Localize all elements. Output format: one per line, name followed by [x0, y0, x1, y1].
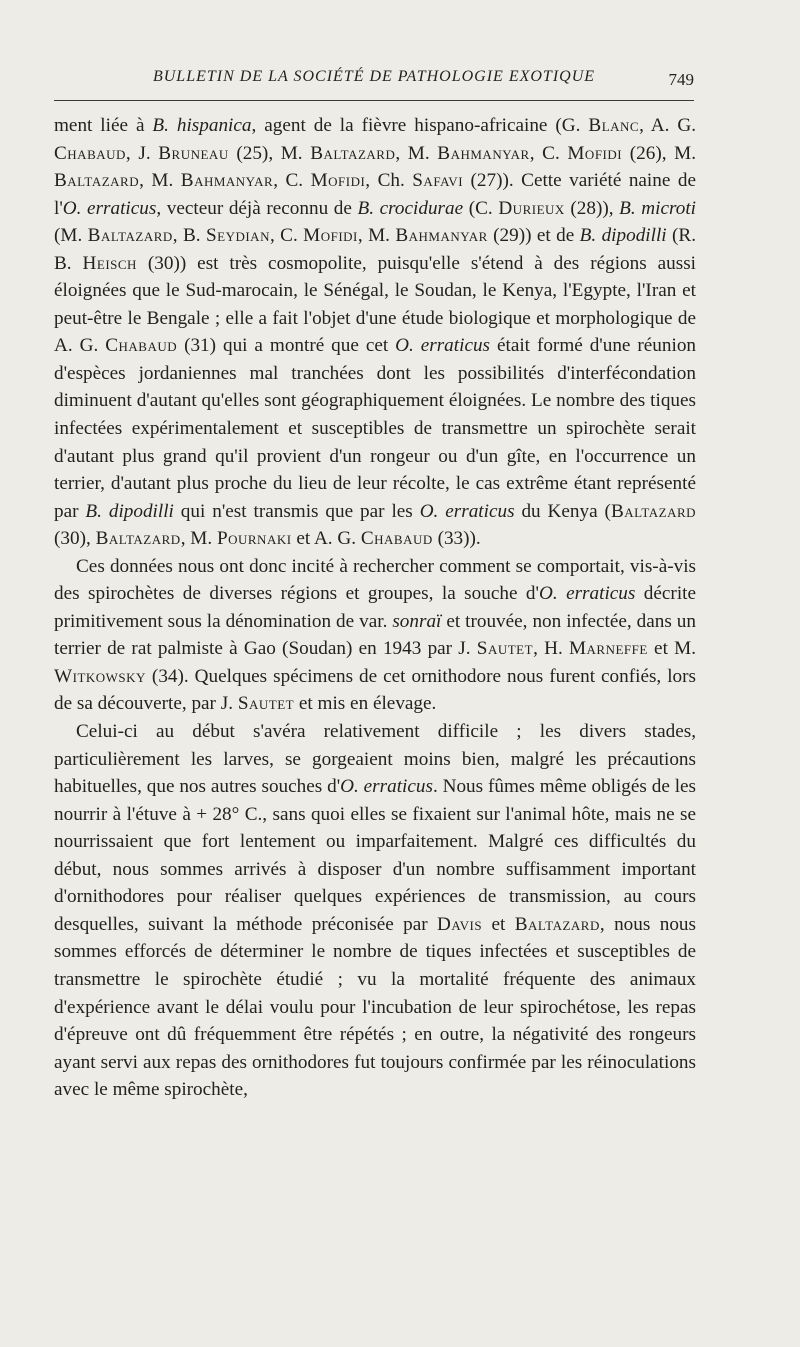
paragraph: [54, 553, 696, 718]
species-name: B. microti: [619, 197, 697, 219]
text-run: (C.: [463, 197, 499, 219]
text-run: (28)),: [564, 197, 620, 219]
text-run: , B.: [172, 225, 206, 247]
species-name: O. erraticus: [395, 335, 491, 357]
text-run: , C.: [269, 225, 304, 247]
header-rule: [54, 100, 694, 101]
text-run: , M.: [395, 142, 438, 164]
species-name: B. dipodilli: [579, 225, 667, 247]
author-name: Sautet: [476, 638, 534, 660]
text-run: et mis en élevage.: [294, 693, 437, 715]
text-run: et A. G.: [291, 528, 361, 550]
text-run: , nous nous sommes efforcés de déterminer le nombre de tiques infectées et susceptibles de transmettre le spirochète étudié ; vu la mortalité fréquente des animaux d'expérience avant le délai voulu pour l'incubation de leur spirochétose, les repas d'épreuve ont dû fréquemment être répétés ; en outre, la négativité des rongeurs ayant servi aux repas des ornithodores fut toujours confirmée par les réinoculations avec le même spirochète,: [54, 913, 696, 1101]
text-run: ment liée à: [54, 115, 153, 136]
text-run: , C.: [529, 142, 568, 164]
text-run: du Kenya (: [514, 500, 611, 522]
text-run: (31) qui a montré que cet: [177, 335, 396, 357]
author-name: Mofidi: [303, 225, 358, 247]
body-text: [54, 112, 696, 1104]
author-name: Chabaud: [105, 335, 178, 357]
text-run: (M.: [54, 225, 88, 247]
author-name: Baltazard: [310, 142, 396, 164]
author-name: Baltazard: [95, 528, 181, 550]
text-run: , M.: [180, 528, 217, 550]
author-name: Baltazard: [87, 225, 173, 247]
text-run: et M.: [647, 638, 696, 660]
text-run: (29)) et de: [487, 225, 580, 247]
text-run: et: [482, 913, 515, 935]
text-run: Ces données nous ont donc incité à rechercher comment se comportait, vis-à-vis des spirochètes de diverses régions et groupes, la souche d': [54, 555, 696, 605]
author-name: Mofidi: [567, 142, 623, 164]
text-run: qui n'est transmis que par les: [173, 500, 420, 522]
author-name: Bahmanyar: [395, 225, 488, 247]
author-name: Durieux: [498, 197, 565, 219]
author-name: Chabaud: [360, 528, 433, 550]
text-run: , J.: [125, 142, 159, 164]
running-title: BULLETIN DE LA SOCIÉTÉ DE PATHOLOGIE EXOTIQUE: [152, 68, 596, 85]
species-name: B. dipodilli: [85, 500, 174, 522]
author-name: Bahmanyar: [180, 170, 274, 192]
text-run: (R. B.: [54, 225, 697, 274]
species-name: O. erraticus: [340, 776, 433, 798]
text-run: (30),: [54, 528, 96, 550]
text-run: (30)) est très cosmopolite, puisqu'elle s'étend à des régions aussi éloignées que le Sud-marocain, le Sénégal, le Soudan, le Kenya, l'Egypte, l'Iran et peut-être le Bengale ; elle a fait l'objet d'une étude biologique et morphologique de A. G.: [54, 252, 696, 357]
author-name: Baltazard: [514, 913, 600, 935]
text-run: . Nous fûmes même obligés de les nourrir à l'étuve à + 28° C., sans quoi elles se fixaient sur l'animal hôte, mais ne se nourrissaient que fort lentement ou imparfaitement. Malgré ces difficultés du début, nous sommes arrivés à disposer d'un nombre suffisamment important d'ornithodores pour réaliser quelques expériences de transmission, au cours desquelles, suivant la méthode préconisée par: [54, 776, 697, 935]
author-name: Davis: [437, 913, 483, 935]
author-name: Chabaud: [54, 142, 126, 164]
text-run: (25), M.: [228, 142, 311, 164]
text-run: (26), M.: [622, 142, 696, 164]
author-name: Baltazard: [54, 170, 140, 192]
text-run: Celui-ci au début s'avéra relativement difficile ; les divers stades, particulièrement les larves, se gorgeaient moins bien, malgré les précautions habituelles, que nos autres souches d': [54, 721, 696, 798]
author-name: Bruneau: [158, 142, 229, 164]
author-name: Seydian: [205, 225, 270, 247]
text-run: , A. G.: [639, 115, 697, 136]
species-name: O. erraticus: [419, 500, 515, 522]
text-run: , vecteur déjà reconnu de: [156, 197, 358, 219]
author-name: Pournaki: [216, 528, 292, 550]
author-name: Blanc: [588, 115, 640, 136]
author-name: Heisch: [82, 252, 137, 274]
text-run: , M.: [139, 170, 181, 192]
author-name: Marneffe: [568, 638, 648, 660]
species-name: sonraï: [392, 610, 442, 632]
author-name: Mofidi: [310, 170, 366, 192]
text-run: était formé d'une réunion d'espèces jordaniennes mal tranchées dont les possibilités d'interfécondation diminuent d'autant qu'elles sont géographiquement éloignées. Le nombre des tiques infectées expérimentalement et susceptibles de transmettre un spirochète serait d'autant plus grand qu'il provient d'un rongeur ou d'un gîte, en l'occurrence un terrier, d'autant plus proche du lieu de leur récolte, le cas extrême étant représenté par: [54, 335, 697, 522]
paragraph: [54, 112, 696, 553]
author-name: Safavi: [412, 170, 464, 192]
text-run: , Ch.: [365, 170, 413, 192]
text-run: (34). Quelques spécimens de cet ornithodore nous furent confiés, lors de sa découverte, par J.: [54, 665, 696, 715]
text-run: , agent de la fièvre hispano-africaine (G.: [251, 115, 589, 136]
author-name: Witkowsky: [54, 665, 146, 687]
page-number: 749: [668, 70, 694, 89]
text-run: , M.: [357, 225, 396, 247]
author-name: Sautet: [237, 693, 295, 715]
author-name: Baltazard: [610, 500, 697, 522]
species-name: B. crocidurae: [357, 197, 464, 219]
paragraph: [54, 718, 696, 1104]
text-run: , H.: [533, 638, 569, 660]
text-run: , C.: [273, 170, 311, 192]
text-run: et trouvée, non infectée, dans un terrier de rat palmiste à Gao (Soudan) en 1943 par J.: [54, 610, 696, 660]
text-run: décrite primitivement sous la dénomination de var.: [54, 583, 697, 632]
text-run: (27)). Cette variété naine de l': [54, 170, 696, 219]
species-name: O. erraticus: [538, 583, 636, 605]
author-name: Bahmanyar: [437, 142, 530, 164]
species-name: O. erraticus: [62, 197, 157, 219]
text-run: (33)).: [432, 528, 481, 550]
species-name: B. hispanica: [152, 115, 252, 136]
